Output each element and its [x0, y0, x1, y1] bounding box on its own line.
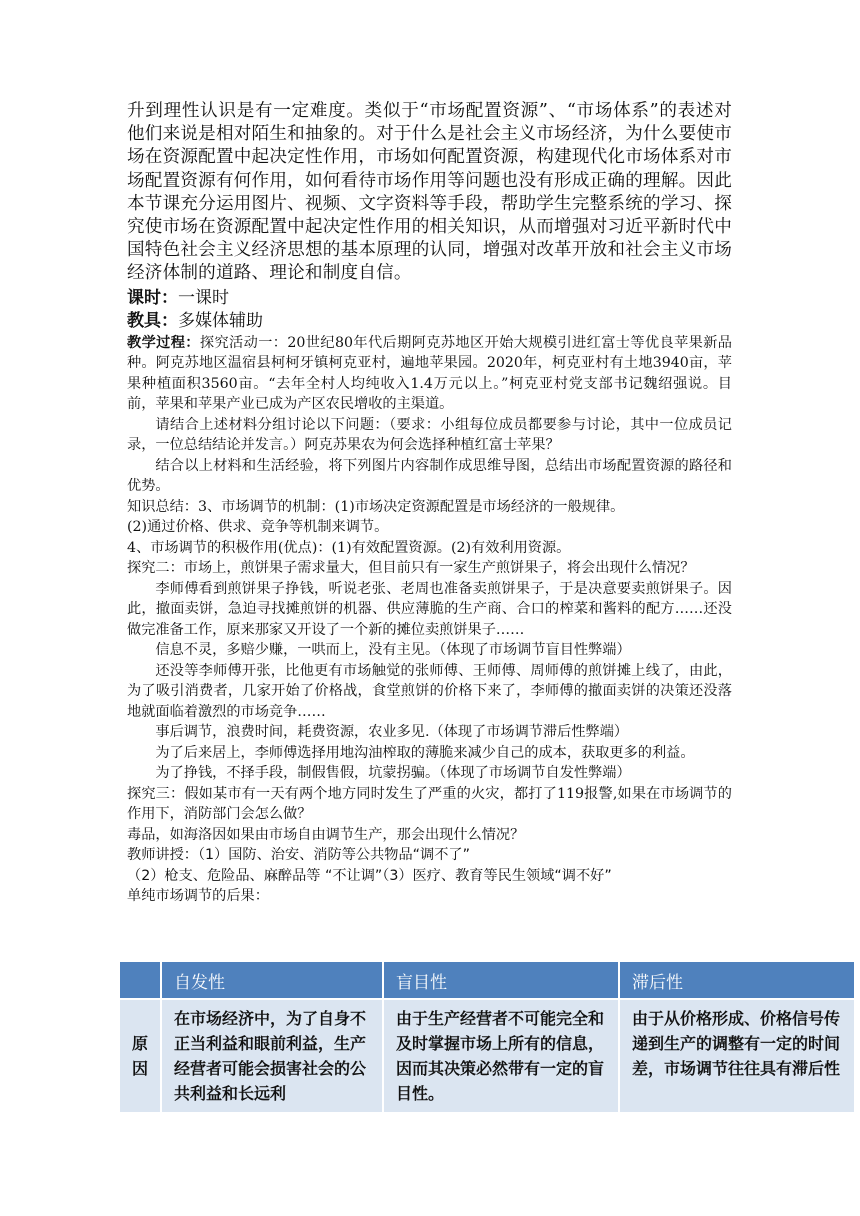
positive-role-paragraph: 4、市场调节的积极作用(优点)：(1)有效配置资源。(2)有效利用资源。	[127, 539, 571, 556]
header-lag: 滞后性	[619, 961, 855, 999]
teaching-aids-label: 教具：	[127, 310, 178, 331]
header-spontaneity: 自发性	[161, 961, 383, 999]
document-body	[127, 100, 732, 907]
cell-blindness-reason: 由于生产经营者不可能完全和及时掌握市场上所有的信息，因而其决策必然带有一定的盲目性。	[383, 999, 619, 1113]
drawbacks-table	[118, 960, 856, 1114]
story-paragraph-3: 为了后来居上，李师傅选择用地沟油榨取的薄脆来减少自己的成本，获取更多的利益。	[155, 744, 695, 761]
mechanism-paragraph: (2)通过价格、供求、竞争等机制来调节。	[127, 519, 389, 536]
class-hours-line	[127, 287, 732, 310]
process-label: 教学过程：	[127, 334, 200, 351]
teaching-aids-value: 多媒体辅助	[178, 310, 263, 331]
knowledge-summary-paragraph: 知识总结：3、市场调节的机制：(1)市场决定资源配置是市场经济的一般规律。	[127, 498, 625, 515]
teacher-lecture-paragraph: 教师讲授：（1）国防、治安、消防等公共物品“调不了”	[127, 847, 470, 864]
activity-three-paragraph: 探究三：假如某市有一天有两个地方同时发生了严重的火灾，都打了119报警,如果在市场调节的作用下，消防部门会怎么做？	[127, 785, 732, 823]
cell-spontaneity-reason: 在市场经济中，为了自身不正当利益和眼前利益，生产经营者可能会损害社会的公共利益和长远利	[161, 999, 383, 1113]
drug-paragraph: 毒品，如海洛因如果由市场自由调节生产，那会出现什么情况？	[127, 826, 525, 843]
table-corner-cell	[119, 961, 161, 999]
teaching-aids-line	[127, 310, 732, 333]
mindmap-paragraph: 结合以上材料和生活经验，将下列图片内容制作成思维导图，总结出市场配置资源的路径和优势。	[127, 457, 732, 495]
blindness-paragraph: 信息不灵，多赔少赚，一哄而上，没有主见。（体现了市场调节盲目性弊端）	[155, 642, 631, 659]
header-blindness: 盲目性	[383, 961, 619, 999]
intro-paragraph: 升到理性认识是有一定难度。类似于“市场配置资源”、“市场体系”的表述对他们来说是相对陌生和抽象的。对于什么是社会主义市场经济，为什么要使市场在资源配置中起决定性作用，市场如何配置资源，构建现代化市场体系对市场配置资源有何作用，如何看待市场作用等问题也没有形成正确的理解。因此本节课充分运用图片、视频、文字资料等手段，帮助学生完整系统的学习、探究使市场在资源配置中起决定性作用的相关知识，从而增强对习近平新时代中国特色社会主义经济思想的基本原理的认同，增强对改革开放和社会主义市场经济体制的道路、理论和制度自信。	[127, 101, 732, 284]
cell-lag-reason: 由于从价格形成、价格信号传递到生产的调整有一定的时间差，市场调节往往具有滞后性	[619, 999, 855, 1113]
row-label-reason: 原因	[119, 999, 161, 1113]
story-paragraph-2: 还没等李师傅开张，比他更有市场触觉的张师傅、王师傅、周师傅的煎饼摊上线了，由此，为了吸引消费者，几家开始了价格战，食堂煎饼的价格下来了，李师傅的撤面卖饼的决策还没落地就面临着激烈的市场竞争……	[127, 662, 732, 720]
consequence-paragraph: 单纯市场调节的后果：	[127, 888, 269, 905]
class-hours-value: 一课时	[178, 287, 229, 308]
activity-one-text: 探究活动一：20世纪80年代后期阿克苏地区开始大规模引进红富士等优良苹果新品种。阿克苏地区温宿县柯柯牙镇柯克亚村，遍地苹果园。2020年，柯克亚村有土地3940亩，苹果种植面积3560亩。“去年全村人均纯收入1.4万元以上。”柯克亚村党支部书记魏绍强说。目前，苹果和苹果产业已成为产区农民增收的主渠道。	[127, 334, 732, 413]
table-row	[119, 999, 855, 1113]
cannot-regulate-paragraph: （2）枪支、危险品、麻醉品等 “不让调”（3）医疗、教育等民生领域“调不好”	[127, 867, 612, 884]
story-paragraph-1: 李师傅看到煎饼果子挣钱，听说老张、老周也准备卖煎饼果子，于是决意要卖煎饼果子。因此，撤面卖饼，急迫寻找摊煎饼的机器、供应薄脆的生产商、合口的榨菜和酱料的配方……还没做完准备工作，原来那家又开设了一个新的摊位卖煎饼果子……	[127, 580, 732, 638]
discussion-paragraph: 请结合上述材料分组讨论以下问题：（要求：小组每位成员都要参与讨论，其中一位成员记录，一位总结结论并发言。）阿克苏果农为何会选择种植红富士苹果？	[127, 416, 732, 454]
activity-two-paragraph: 探究二：市场上，煎饼果子需求量大，但目前只有一家生产煎饼果子，将会出现什么情况？	[127, 560, 695, 577]
lag-paragraph: 事后调节，浪费时间，耗费资源，农业多见.（体现了市场调节滞后性弊端）	[155, 724, 629, 741]
table-header-row	[119, 961, 855, 999]
class-hours-label: 课时：	[127, 287, 178, 308]
spontaneity-paragraph: 为了挣钱，不择手段，制假售假，坑蒙拐骗。（体现了市场调节自发性弊端）	[155, 765, 631, 782]
activity-one-paragraph	[127, 333, 732, 415]
